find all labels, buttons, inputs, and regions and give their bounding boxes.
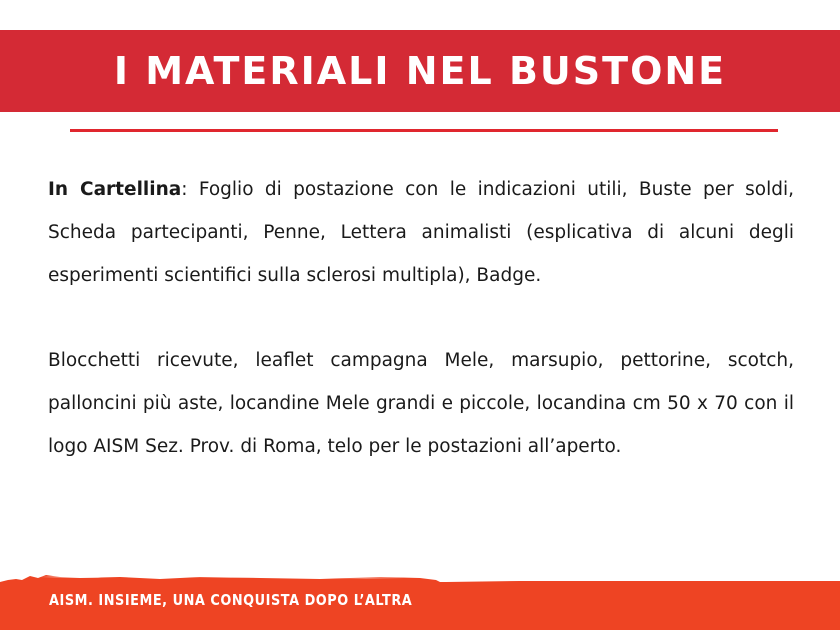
title-underline [70,129,778,132]
paragraph-text: Blocchetti ricevute, leaflet campagna Mele, marsupio, pettorine, scotch, palloncini più aste, locandine Mele grandi e piccole, locandina cm 50 x 70 con il logo AISM Sez. Prov. di Roma, telo per le postazioni all’aperto. [48,350,794,457]
paragraph-label: In Cartellina [48,179,182,200]
paragraph-materials [48,339,794,468]
footer-slogan: AISM. INSIEME, UNA CONQUISTA DOPO L’ALTRA [49,591,413,609]
footer-band [0,574,840,630]
title-band [0,30,840,112]
paragraph-cartellina [48,168,794,297]
content-area [48,168,794,468]
paragraph-text: : Foglio di postazione con le indicazioni utili, Buste per soldi, Scheda partecipanti, Penne, Lettera animalisti (esplicativa di alcuni degli esperimenti scientifici sulla sclerosi multipla), Badge. [48,179,794,286]
slide-title: I MATERIALI NEL BUSTONE [113,49,727,93]
